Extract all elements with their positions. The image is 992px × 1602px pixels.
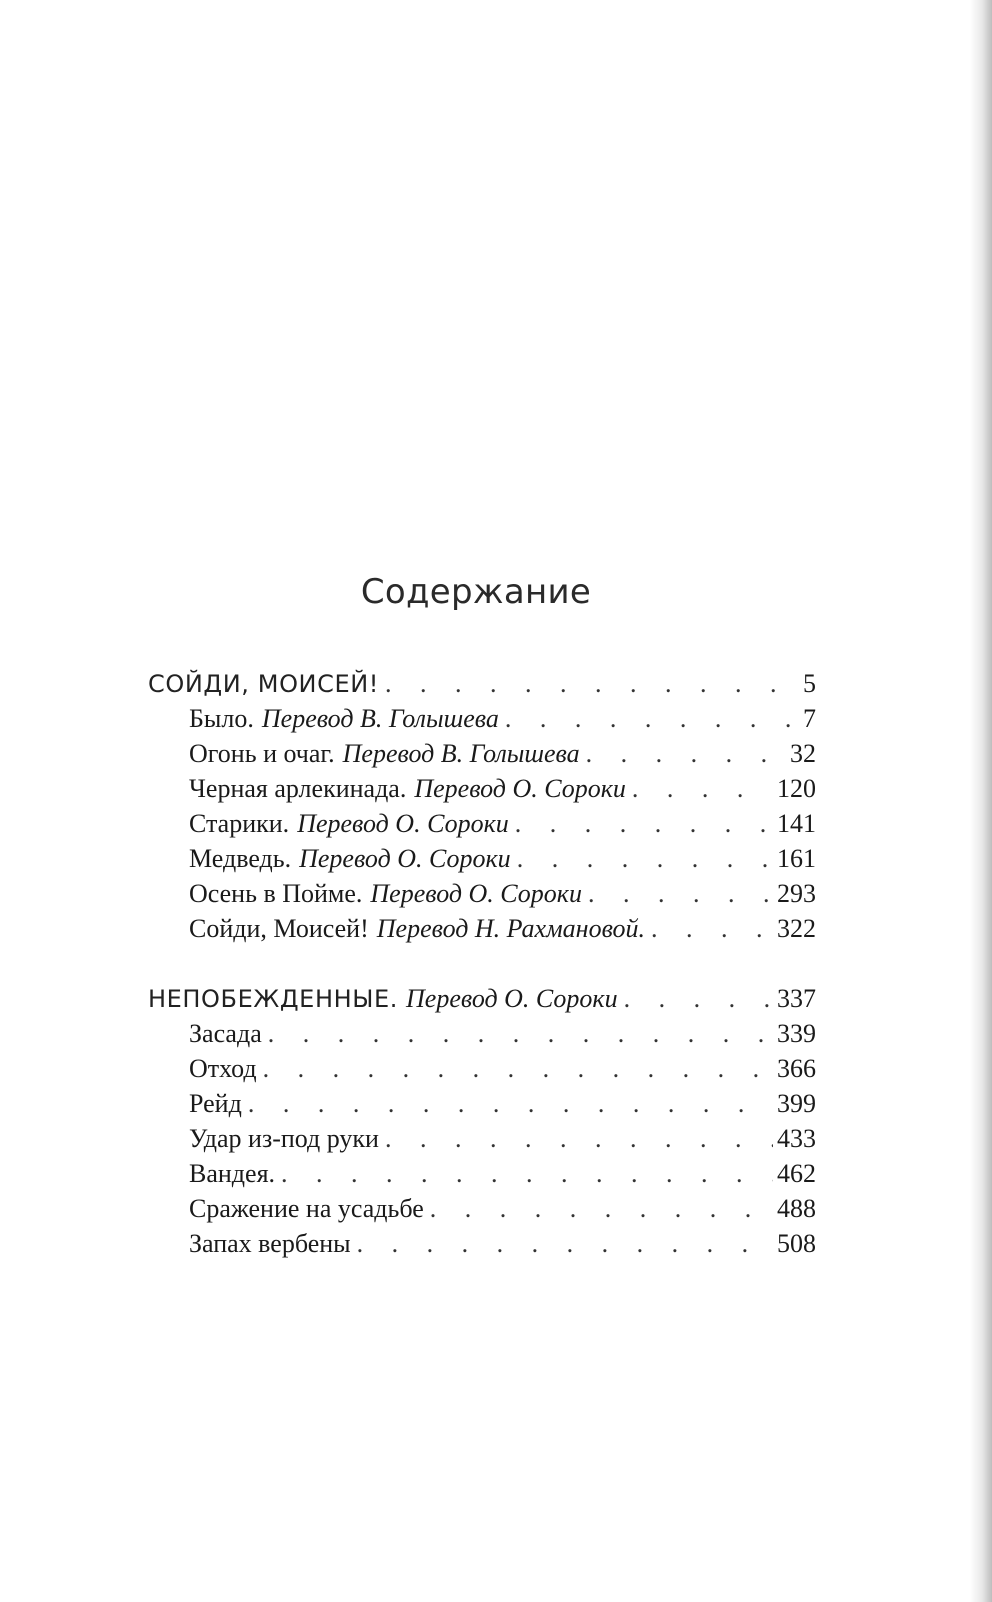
dot-leader bbox=[430, 1191, 773, 1226]
dot-leader bbox=[517, 841, 773, 876]
toc-entry bbox=[148, 1226, 816, 1261]
page-number: 141 bbox=[777, 809, 816, 838]
entry-title: Огонь и очаг. bbox=[189, 739, 335, 768]
toc-entry bbox=[148, 1191, 816, 1226]
page-number: 293 bbox=[777, 879, 816, 908]
entry-translator: Перевод О. Сороки bbox=[299, 844, 511, 873]
toc-entry bbox=[148, 736, 816, 771]
dot-leader bbox=[651, 911, 773, 946]
toc-entry bbox=[148, 1121, 816, 1156]
entry-title: Сражение на усадьбе bbox=[189, 1194, 424, 1223]
toc-entry bbox=[148, 876, 816, 911]
page-title: Содержание bbox=[360, 572, 592, 612]
section-title: СОЙДИ, МОИСЕЙ! bbox=[148, 670, 380, 698]
page-number: 322 bbox=[777, 914, 816, 943]
entry-title: Было. bbox=[189, 704, 254, 733]
entry-translator: Перевод О. Сороки bbox=[370, 879, 582, 908]
toc-entry bbox=[148, 1016, 816, 1051]
dot-leader bbox=[505, 701, 799, 736]
toc-entry bbox=[148, 911, 816, 946]
page-number: 32 bbox=[790, 739, 816, 768]
page-number: 5 bbox=[803, 669, 816, 698]
page-number: 120 bbox=[777, 774, 816, 803]
page-edge-shadow bbox=[970, 0, 992, 1602]
toc-entry bbox=[148, 1051, 816, 1086]
entry-translator: Перевод В. Голышева bbox=[342, 739, 580, 768]
toc-section bbox=[148, 981, 816, 1261]
toc-entry bbox=[148, 701, 816, 736]
dot-leader bbox=[357, 1226, 773, 1261]
section-title: НЕПОБЕЖДЕННЫЕ. bbox=[148, 985, 399, 1013]
dot-leader bbox=[588, 876, 773, 911]
page-number: 161 bbox=[777, 844, 816, 873]
page-number: 433 bbox=[777, 1124, 816, 1153]
entry-title: Черная арлекинада. bbox=[189, 774, 407, 803]
page-number: 366 bbox=[777, 1054, 816, 1083]
page-number: 399 bbox=[777, 1089, 816, 1118]
entry-translator: Перевод В. Голышева bbox=[261, 704, 499, 733]
dot-leader bbox=[632, 771, 773, 806]
toc-section bbox=[148, 666, 816, 946]
page-number: 462 bbox=[777, 1159, 816, 1188]
section-translator: Перевод О. Сороки bbox=[406, 984, 618, 1013]
page-number: 7 bbox=[803, 704, 816, 733]
entry-translator: Перевод О. Сороки bbox=[297, 809, 509, 838]
dot-leader bbox=[586, 736, 786, 771]
entry-title: Медведь. bbox=[189, 844, 292, 873]
entry-translator: Перевод Н. Рахмановой. bbox=[376, 914, 646, 943]
toc-entry bbox=[148, 1086, 816, 1121]
toc-entry bbox=[148, 841, 816, 876]
dot-leader bbox=[281, 1156, 773, 1191]
entry-title: Сойди, Моисей! bbox=[189, 914, 369, 943]
entry-title: Запах вербены bbox=[189, 1229, 351, 1258]
toc-entry bbox=[148, 771, 816, 806]
page-number: 337 bbox=[777, 984, 816, 1013]
entry-title: Вандея. bbox=[189, 1159, 276, 1188]
toc-entry bbox=[148, 1156, 816, 1191]
page-number: 488 bbox=[777, 1194, 816, 1223]
dot-leader bbox=[263, 1051, 773, 1086]
dot-leader bbox=[248, 1086, 773, 1121]
dot-leader bbox=[385, 1121, 773, 1156]
toc-section-heading bbox=[148, 981, 816, 1016]
entry-title: Засада bbox=[189, 1019, 262, 1048]
page-number: 508 bbox=[777, 1229, 816, 1258]
page-number: 339 bbox=[777, 1019, 816, 1048]
toc-section-heading bbox=[148, 666, 816, 701]
dot-leader bbox=[624, 981, 773, 1016]
table-of-contents bbox=[148, 666, 816, 1261]
entry-title: Осень в Пойме. bbox=[189, 879, 363, 908]
entry-title: Удар из-под руки bbox=[189, 1124, 379, 1153]
entry-title: Отход bbox=[189, 1054, 257, 1083]
dot-leader bbox=[268, 1016, 773, 1051]
toc-entry bbox=[148, 806, 816, 841]
entry-title: Старики. bbox=[189, 809, 290, 838]
dot-leader bbox=[515, 806, 773, 841]
entry-translator: Перевод О. Сороки bbox=[414, 774, 626, 803]
dot-leader bbox=[385, 666, 799, 701]
entry-title: Рейд bbox=[189, 1089, 242, 1118]
